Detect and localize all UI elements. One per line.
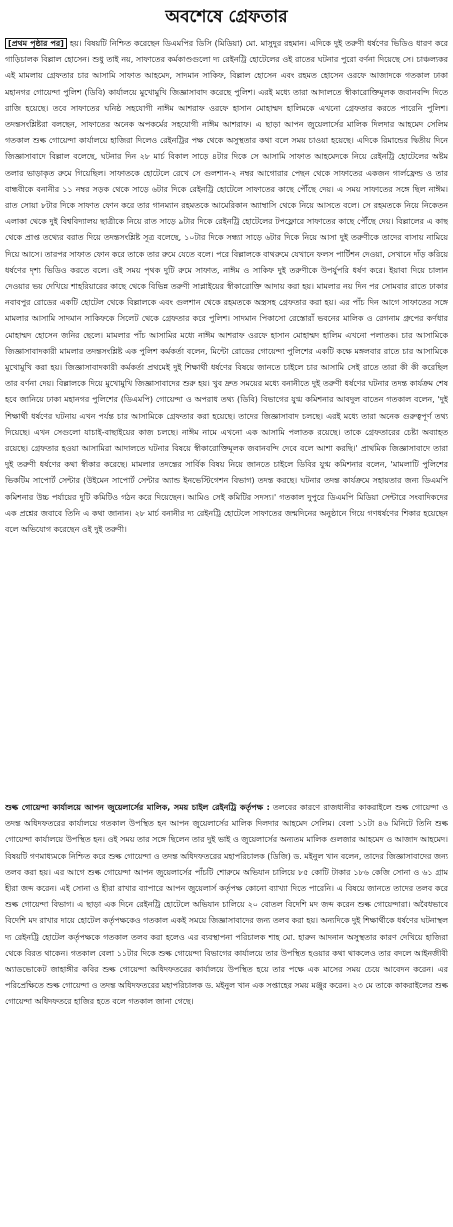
story-main-text: হয়। বিষয়টি নিশ্চিত করেছেন ডিএমপির ডিসি (মিডিয়া) মো. মাসুদুর রহমান। এদিকে দুই তরুণী ধর্ষণের ভিডিও ধারণ করে গাড়িচালক বিল্লাল হোসেন। শুধু তাই নয়, সাফাতের কর্মকাণ্ডগুলো দ্য রেইনট্রি হোটেলের ওই রাতের ঘটনার পুরো বর্ণনা দিয়েছে সে। চাঞ্চল্যকর এই মামলায় গ্রেফতার চার আসামি সাফাত আহমেদ, সাদমান সাকিফ, বিল্লাল হোসেন এবং রহমত হোসেন ওরফে আজাদকে গতকাল ঢাকা মহানগর গোয়েন্দা পুলিশ (ডিবি) কার্যালয়ে মুখোমুখি জিজ্ঞাসাবাদ করেছে পুলিশ। এরই মধ্যে তারা আদালতে স্বীকারোক্তিমূলক জবানবন্দি দিতে রাজি হয়েছে। তবে সাফাতের ঘনিষ্ঠ সহযোগী নাঈম আশরাফ ওরফে হাসান মোহাম্মদ হালিমকে এখনো গ্রেফতার করতে পারেনি পুলিশ। তদন্তসংশ্লিষ্টরা বলছেন, সাফাতের অনেক অপকর্মের সহযোগী নাঈম আশরাফ। এ ছাড়া আপন জুয়েলার্সের মালিক দিলদার আহমেদ সেলিম গতকাল শুল্ক গোয়েন্দা কার্যালয়ে হাজিরা দিলেও রেইনট্রির পক্ষ থেকে অসুস্থতার কথা বলে সময় চাওয়া হয়েছে। এদিকে রিমান্ডের দ্বিতীয় দিনে জিজ্ঞাসাবাদে বিল্লাল বলেছে, ঘটনার দিন ২৮ মার্চ বিকাল সাড়ে ৪টার দিকে সে আসামি সাফাত আহমেদকে নিয়ে রেইনট্রি হোটেলের অষ্টম তলার ভাড়াকৃত রুমে গিয়েছিল। সাফাতকে হোটেলে রেখে সে গুলশান-২ নম্বর আগোরার পেছন থেকে সাফাতের একজন গার্লফ্রেন্ড ও তার বান্ধবীকে বনানীর ১১ নম্বর সড়ক থেকে সাড়ে ৬টার দিকে রেইনট্রি হোটেলে সাফাতের কাছে পৌঁছে দেয়। এ সময় সাফাতের সঙ্গে ছিল নাঈম। রাত সোয়া ৮টার দিকে সাফাত ফোন করে তার গানম্যান রহমতকে আমেরিকান অ্যাম্বাসি থেকে নিয়ে আসতে বলে। সে রহমতকে নিয়ে নিকেতন এলাকা থেকে দুই বিশ্ববিদ্যালয় ছাত্রীকে নিয়ে রাত সাড়ে ৯টার দিকে রেইনট্রি হোটেলের টপফ্লোরে সাফাতের কাছে পৌঁছে দেয়। বিল্লালের এ কাছ থেকে প্রাপ্ত তথ্যের বরাত দিয়ে তদন্তসংশ্লিষ্ট সূত্র বলেছে, ১০টার দিকে সন্ধ্যা সাড়ে ৬টার দিকে নিয়ে আসা দুই তরুণীকে তাদের বাসায় নামিয়ে দিয়ে আসে। তারপর সাফাত ফোন করে তাকে তার রুমে যেতে বলে। পরে বিল্লালকে বাথরুমে যেখানে ফলস পার্টিশন দেওয়া, সেখানে দাঁড় করিয়ে ধর্ষণের দৃশ্য ভিডিও করতে বলে। ওই সময় পৃথক দুটি রুমে সাফাত, নাঈম ও সাকিফ দুই তরুণীকে উপর্যুপরি ধর্ষণ করে। ইয়াবা দিয়ে চালান দেওয়ার ভয় দেখিয়ে শাহরিয়ারের কাছে থেকে বিভিন্ন তরুণী সাপ্লাইয়ের স্বীকারোক্তি আদায় করা হয়। মামলার নয় দিন পর সোমবার রাতে ঢাকার নবাবপুর রোডের একটি হোটেল থেকে বিল্লালকে এবং গুলশান থেকে রহমতকে অস্ত্রসহ গ্রেফতার করা হয়। এর পাঁচ দিন আগে সাফাতের সঙ্গে মামলার আসামি সাদমান সাকিফকে সিলেট থেকে গ্রেফতার করে পুলিশ। সাদমান পিকাসো রেস্তোরাঁ ভবনের মালিক ও রেগনাম গ্রুপের কর্ণধার মোহাম্মদ হোসেন জনির ছেলে। মামলার পাঁচ আসামির মধ্যে নাঈম আশরাফ ওরফে হাসান মোহাম্মদ হালিম এখনো পলাতক। চার আসামিকে জিজ্ঞাসাবাদকারী মামলার তদন্তসংশ্লিষ্ট এক পুলিশ কর্মকর্তা বলেন, মিন্টো রোডের গোয়েন্দা পুলিশের একটি কক্ষে মঙ্গলবার রাতে চার আসামিকে মুখোমুখি করা হয়। জিজ্ঞাসাবাদকারী কর্মকর্তা প্রথমেই দুই শিক্ষার্থী ধর্ষণের বিষয়ে জানতে চাইলে চার আসামি সেই রাতে তারা কী কী করেছিল তার বর্ণনা দেয়। বিল্লালকে দিয়ে মুখোমুখি জিজ্ঞাসাবাদের শুরু হয়। খুব দ্রুত সময়ের মধ্যে বনানীতে দুই তরুণী ধর্ষণের ঘটনার তদন্ত কার্যক্রম শেষ হবে জানিয়ে ঢাকা মহানগর পুলিশের (ডিএমপি) গোয়েন্দা ও অপরাধ তথ্য (ডিবি) বিভাগের যুগ্ম কমিশনার আবদুল বাতেন গতকাল বলেন, 'দুই শিক্ষার্থী ধর্ষণের ঘটনায় এখন পর্যন্ত চার আসামিকে গ্রেফতার করা হয়েছে। তাদের জিজ্ঞাসাবাদ চলছে। এরই মধ্যে তারা অনেক গুরুত্বপূর্ণ তথ্য দিয়েছে। এখন সেগুলো যাচাই-বাছাইয়ের কাজ চলছে। নাঈম নামে এখনো এক আসামি পলাতক রয়েছে। তাকে গ্রেফতারের চেষ্টা অব্যাহত রয়েছে। গ্রেফতার হওয়া আসামিরা আদালতে ঘটনার বিষয়ে স্বীকারোক্তিমূলক জবানবন্দি দেবে বলে আশা করছি।' প্রাথমিক জিজ্ঞাসাবাদে তারা দুই তরুণী ধর্ষণের কথা স্বীকার করেছে। মামলার তদন্তের সার্বিক বিষয় নিয়ে জানতে চাইলে ডিবির যুগ্ম কমিশনার বলেন, 'মামলাটি পুলিশের ভিকটিম সাপোর্ট সেন্টার (উইমেন সাপোর্ট সেন্টার অ্যান্ড ইনভেস্টিগেশন বিভাগ) তদন্ত করছে। ঘটনার তদন্ত কার্যক্রমে সহায়তার জন্য ডিএমপি কমিশনার উচ্চ পর্যায়ের দুটি কমিটিও গঠন করে দিয়েছেন। আমিও সেই কমিটির সদস্য।' গতকাল দুপুরে ডিএমপি মিডিয়া সেন্টারে সংবাদিকদের এক প্রশ্নের জবাবে তিনি এ কথা জানান। ২৮ মার্চ বনানীর দ্য রেইনট্রি হোটেলে সাফাতের জন্মদিনের অনুষ্ঠানে গিয়ে গণধর্ষণের শিকার হয়েছেন বলে অভিযোগ করেছেন ওই দুই তরুণী। — [5, 39, 448, 535]
story-customs-section — [5, 800, 448, 1220]
headline: অবশেষে গ্রেফতার — [165, 7, 288, 27]
section-subheading: শুল্ক গোয়েন্দা কার্যালয়ে আপন জুয়েলার্সের মালিক, সময় চাইল রেইনট্রি কর্তৃপক্ষ : — [5, 803, 270, 812]
continued-from-front-page-label: [প্রথম পৃষ্ঠার পর] — [5, 38, 67, 49]
story-main-body — [5, 36, 448, 798]
story-customs-text: তলবের কারণে রাজধানীর কাকরাইলে শুল্ক গোয়েন্দা ও তদন্ত অধিদফতরের কার্যালয়ে গতকাল উপস্থিত হন আপন জুয়েলার্সের মালিক দিলদার আহমেদ সেলিম। বেলা ১১টা ৪৬ মিনিটে তিনি শুল্ক গোয়েন্দা কার্যালয়ে উপস্থিত হন। ওই সময় তার সঙ্গে ছিলেন তার দুই ভাই ও জুয়েলার্সের অন্যতম মালিক গুলজার আহমেদ ও আজাদ আহমেদ। বিষয়টি গণমাধ্যমকে নিশ্চিত করে শুল্ক গোয়েন্দা ও তদন্ত অধিদফতরের মহাপরিচালক (ডিজি) ড. মইনুল খান বলেন, তাদের জিজ্ঞাসাবাদের জন্য তলব করা হয়। এর আগে শুল্ক গোয়েন্দা আপন জুয়েলার্সের পাঁচটি শোরুমে অভিযান চালিয়ে ৮৫ কোটি টাকার ১৮৬ কেজি সোনা ও ৬১ গ্রাম হীরা জব্দ করেন। এই সোনা ও হীরা রাখার ব্যাপারে আপন জুয়েলার্স কর্তৃপক্ষ কোনো ব্যাখ্যা দিতে পারেনি। এ বিষয়ে জানতে তাদের তলব করে শুল্ক গোয়েন্দা বিভাগ। এ ছাড়া এক দিনে রেইনট্রি হোটেলে অভিযান চালিয়ে ২০ বোতল বিদেশি মদ জব্দ করেন শুল্ক গোয়েন্দারা। অবৈধভাবে বিদেশি মদ রাখার দায়ে হোটেল কর্তৃপক্ষকেও গতকাল একই সময়ে জিজ্ঞাসাবাদের জন্য তলব করা হয়। অন্যদিকে দুই শিক্ষার্থীকে ধর্ষণের ঘটনাস্থল দ্য রেইনট্রি হোটেল কর্তৃপক্ষকে গতকাল তলব করা হলেও এর ব্যবস্থাপনা পরিচালক শাহ মো. হারুন আদনান অসুস্থতার কারণ দেখিয়ে হাজিরা থেকে বিরত থাকেন। গতকাল বেলা ১১টার দিকে শুল্ক গোয়েন্দা বিভাগের কার্যালয়ে তার উপস্থিত হওয়ার কথা থাকলেও তার বদলে আইনজীবী অ্যাডভোকেট জাহাঙ্গীর কবির শুল্ক গোয়েন্দা অধিদফতরের কার্যালয়ে উপস্থিত হয়ে তার পক্ষে এক মাসের সময় চেয়ে আবেদন করেন। এর পরিপ্রেক্ষিতে শুল্ক গোয়েন্দা ও তদন্ত অধিদফতরের মহাপরিচালক ড. মইনুল খান এক সপ্তাহের সময় মঞ্জুর করেন। ২৩ মে তাকে কাকরাইলের শুল্ক গোয়েন্দা অধিদফতরে হাজির হতে বলে গতকাল জানা গেছে। — [5, 803, 448, 1007]
